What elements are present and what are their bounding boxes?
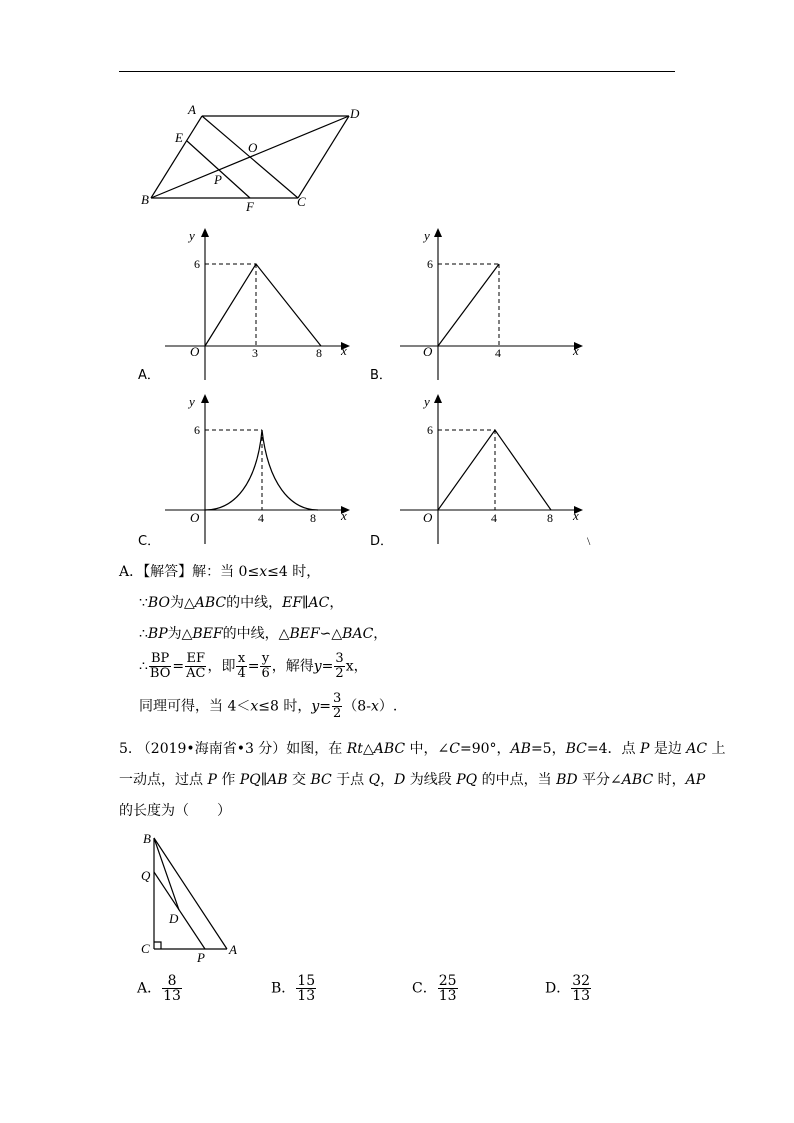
fraction-3-2-b: $\frac{3}{2}$ <box>333 691 342 721</box>
y-axis-label: y <box>189 228 195 243</box>
x-tick-8: 8 <box>316 346 322 360</box>
label-P: P <box>197 950 205 965</box>
y-axis-arrow <box>434 394 442 403</box>
x-axis-label: x <box>341 508 347 523</box>
y-axis-label: y <box>189 394 195 409</box>
y-tick-6: 6 <box>427 257 433 271</box>
label-D: D <box>350 106 360 121</box>
choice-c[interactable]: C． $\frac{25}{13}$ <box>412 973 457 1004</box>
x-axis-label: x <box>573 343 579 358</box>
label-A: A <box>188 102 196 117</box>
origin-label: O <box>190 344 200 359</box>
solution-line-4: ∴ $\frac{BP}{BO}$ = $\frac{EF}{AC}$ ，即 $\frac{x}{4}$ = $\frac{y}{6}$ ，解得y= $\frac{3}{2}$ x， <box>139 651 368 681</box>
label-F: F <box>246 199 254 214</box>
graph-b-curve <box>438 264 499 346</box>
label-O: O <box>248 140 258 155</box>
y-tick-6: 6 <box>194 423 200 437</box>
label-C: C <box>297 194 306 209</box>
fraction-y-6: $\frac{y}{6}$ <box>261 651 270 681</box>
y-axis-arrow <box>201 228 209 237</box>
graph-a-curve <box>205 264 321 346</box>
graph-c <box>130 388 360 553</box>
origin-label: O <box>423 510 433 525</box>
solution-line-5: 同理可得，当 4＜x≤8 时，y= $\frac{3}{2}$ （8-x）. <box>139 691 398 721</box>
origin-label: O <box>423 344 433 359</box>
y-tick-6: 6 <box>194 257 200 271</box>
header-rule <box>119 71 675 72</box>
graph-a <box>130 222 360 387</box>
label-P: P <box>214 172 222 187</box>
fraction-ef-ac: $\frac{EF}{AC}$ <box>186 651 206 681</box>
stray-backslash: \ <box>587 534 591 548</box>
segment-PQ <box>154 872 205 949</box>
choice-b[interactable]: B． $\frac{15}{13}$ <box>271 973 316 1004</box>
fraction-x-4: $\frac{x}{4}$ <box>237 651 246 681</box>
option-c-label: C． <box>138 534 161 549</box>
parallelogram-figure <box>135 100 370 215</box>
option-d-label: D． <box>370 534 394 549</box>
label-Q: Q <box>141 868 151 883</box>
label-B: B <box>143 831 151 846</box>
y-axis-label: y <box>424 394 430 409</box>
solution-line-2: ∵BO为△ABC的中线，EF∥AC， <box>139 595 344 611</box>
x-tick-4: 4 <box>495 346 501 360</box>
side-DC <box>298 116 349 198</box>
x-tick-3: 3 <box>252 346 258 360</box>
y-axis-arrow <box>201 394 209 403</box>
diagonal-BD <box>151 116 349 198</box>
x-axis-label: x <box>341 343 347 358</box>
option-a-label: A． <box>138 368 160 383</box>
fraction-bp-bo: $\frac{BP}{BO}$ <box>149 651 171 681</box>
right-angle-mark <box>154 942 161 949</box>
label-C: C <box>141 941 150 956</box>
graph-d-curve <box>438 430 551 510</box>
graph-d <box>365 388 595 553</box>
question5-line-3: 的长度为（ ） <box>119 803 231 819</box>
label-A: A <box>229 942 237 957</box>
triangle-figure <box>135 826 250 966</box>
y-axis-arrow <box>434 228 442 237</box>
x-tick-4: 4 <box>491 511 497 525</box>
option-b-label: B． <box>370 368 392 383</box>
fraction-3-2: $\frac{3}{2}$ <box>335 651 344 681</box>
solution-line-3: ∴BP为△BEF的中线，△BEF∽△BAC， <box>139 626 388 642</box>
x-tick-4: 4 <box>258 511 264 525</box>
solution-line-1: A．【解答】解：当 0≤x≤4 时， <box>119 564 321 580</box>
x-tick-8: 8 <box>547 511 553 525</box>
y-axis-label: y <box>424 228 430 243</box>
side-BA <box>151 116 202 198</box>
segment-BD <box>154 838 179 910</box>
x-axis-label: x <box>573 508 579 523</box>
label-D: D <box>169 911 179 926</box>
choice-a[interactable]: A． $\frac{8}{13}$ <box>137 973 181 1004</box>
graph-b <box>365 222 595 387</box>
y-tick-6: 6 <box>427 423 433 437</box>
label-B: B <box>141 192 149 207</box>
question5-line-2: 一动点，过点 P 作 PQ∥AB 交 BC 于点 Q，D 为线段 PQ 的中点，当 BD 平分∠ABC 时，AP <box>119 772 706 788</box>
label-E: E <box>175 130 183 145</box>
x-tick-8: 8 <box>310 511 316 525</box>
origin-label: O <box>190 510 200 525</box>
choice-d[interactable]: D． $\frac{32}{13}$ <box>545 973 591 1004</box>
side-BA <box>154 838 227 949</box>
graph-c-curve <box>205 430 318 510</box>
question5-line-1: 5. （2019•海南省•3 分）如图，在 Rt△ABC 中，∠C=90°，AB=5，BC=4．点 P 是边 AC 上 <box>119 741 726 757</box>
